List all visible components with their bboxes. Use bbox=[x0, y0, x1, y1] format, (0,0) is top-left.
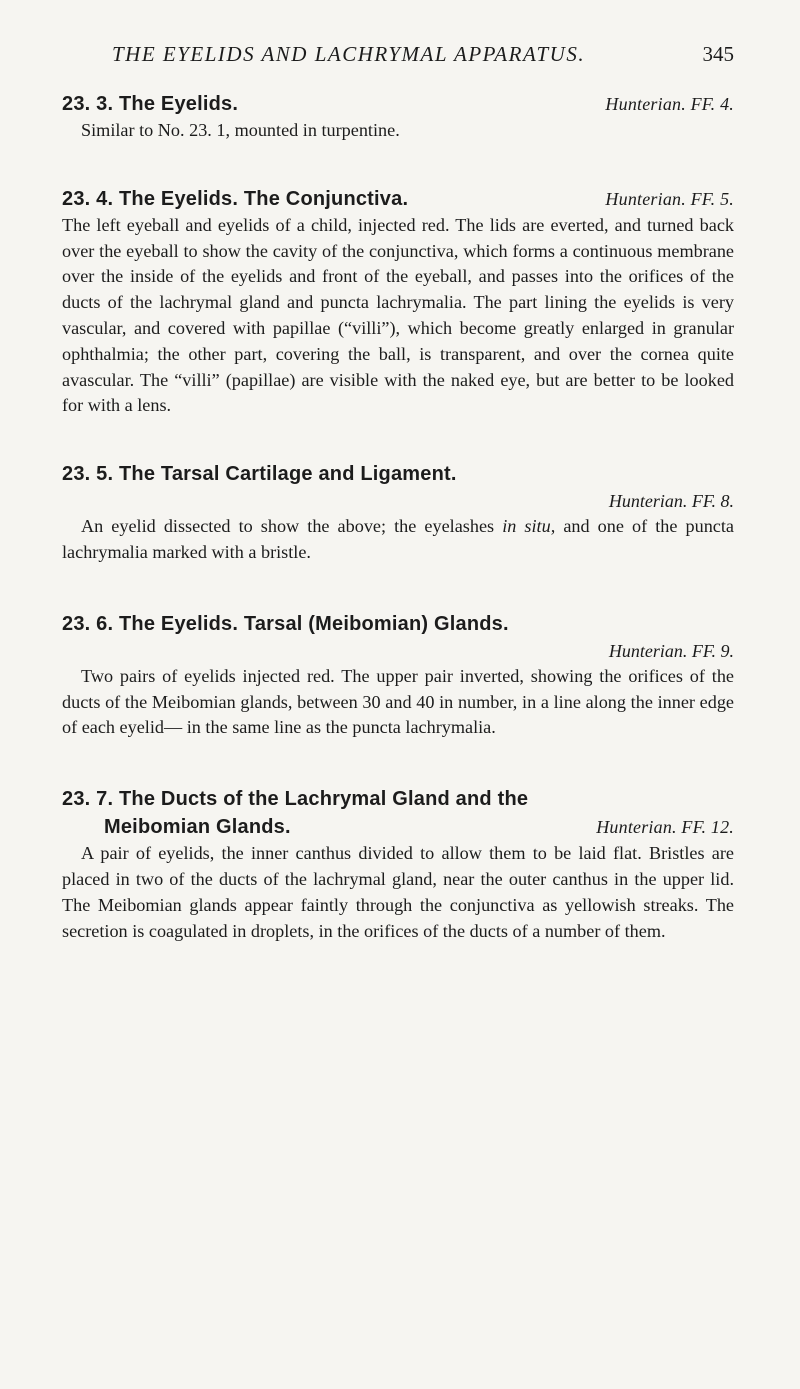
entry-description: The left eyeball and eyelids of a child, injected red. The lids are everted, and turned back over the eyeball to show the cavity of the conjunctiva, which forms a continuous membrane over the inside of the eyelids and front of the eyeball, and passes into the orifices of the ducts of the lachrymal gland and puncta lachrymalia. The part lining the eyelids is very vascular, and covered with papillae (“villi”), which become greatly enlarged in granular ophthalmia; the other part, covering the ball, is transparent, and over the cornea quite avascular. The “villi” (papillae) are visible with the naked eye, but are better to be looked for with a lens. bbox=[62, 214, 734, 416]
entry-number: 23. 4. bbox=[62, 187, 114, 210]
page-number: 345 bbox=[702, 42, 734, 66]
entry-number: 23. 3. bbox=[62, 93, 114, 115]
entry-title: The Eyelids. The Conjunctiva. bbox=[119, 187, 409, 210]
running-head-title: THE EYELIDS AND LACHRYMAL APPARATUS. bbox=[112, 42, 586, 66]
entry-reference: Hunterian. FF. 5. bbox=[605, 188, 734, 209]
entry-description-italic: in situ, bbox=[502, 516, 556, 537]
entry-heading bbox=[62, 785, 734, 813]
running-head bbox=[62, 40, 734, 74]
entry-description-part: An eyelid dissected to show the above; the eyelashes bbox=[81, 516, 503, 537]
entry-description: Two pairs of eyelids injected red. The upper pair inverted, showing the orifices of the ducts of the Meibomian glands, between 30 and 40 in number, in a line along the inner edge of each eyelid— in the same line as the puncta lachrymalia. bbox=[62, 665, 734, 738]
entry-number: 23. 5. bbox=[62, 463, 114, 486]
entry-reference: Hunterian. FF. 8. bbox=[608, 491, 734, 512]
entry-description bbox=[62, 514, 734, 566]
entry-title-continued: Meibomian Glands. bbox=[104, 816, 291, 839]
entry-heading bbox=[62, 90, 734, 118]
entry-heading bbox=[62, 610, 734, 638]
entry-title: The Tarsal Cartilage and Ligament. bbox=[119, 463, 457, 486]
catalogue-entry bbox=[62, 90, 734, 144]
entry-description-part: and one of the puncta lachrymalia marked with a bristle. bbox=[62, 516, 735, 562]
catalogue-entry bbox=[62, 785, 734, 944]
catalogue-entry bbox=[62, 185, 734, 419]
document-page bbox=[62, 40, 734, 944]
catalogue-entry bbox=[62, 460, 734, 566]
entry-number: 23. 6. bbox=[62, 612, 114, 635]
entry-reference: Hunterian. FF. 12. bbox=[596, 817, 734, 838]
catalogue-entry bbox=[62, 610, 734, 741]
entry-reference: Hunterian. FF. 9. bbox=[608, 640, 734, 661]
entry-heading bbox=[62, 460, 734, 488]
entry-number: 23. 7. bbox=[62, 788, 114, 811]
entry-title: The Ducts of the Lachrymal Gland and the bbox=[119, 788, 529, 811]
entry-title: The Eyelids. bbox=[119, 93, 239, 115]
entry-description: A pair of eyelids, the inner canthus divided to allow them to be laid flat. Bristles are placed in two of the ducts of the lachrymal gland, near the outer canthus in the upper lid. The Meibomian glands appear faintly through the conjunctiva as yellowish streaks. The secretion is coagulated in droplets, in the orifices of the ducts of a number of them. bbox=[62, 843, 734, 941]
entry-reference: Hunterian. FF. 4. bbox=[605, 94, 734, 114]
entry-heading bbox=[62, 185, 734, 213]
entry-description: Similar to No. 23. 1, mounted in turpentine. bbox=[81, 120, 400, 140]
entry-title: The Eyelids. Tarsal (Meibomian) Glands. bbox=[119, 612, 509, 635]
entry-heading-continued bbox=[62, 813, 734, 841]
